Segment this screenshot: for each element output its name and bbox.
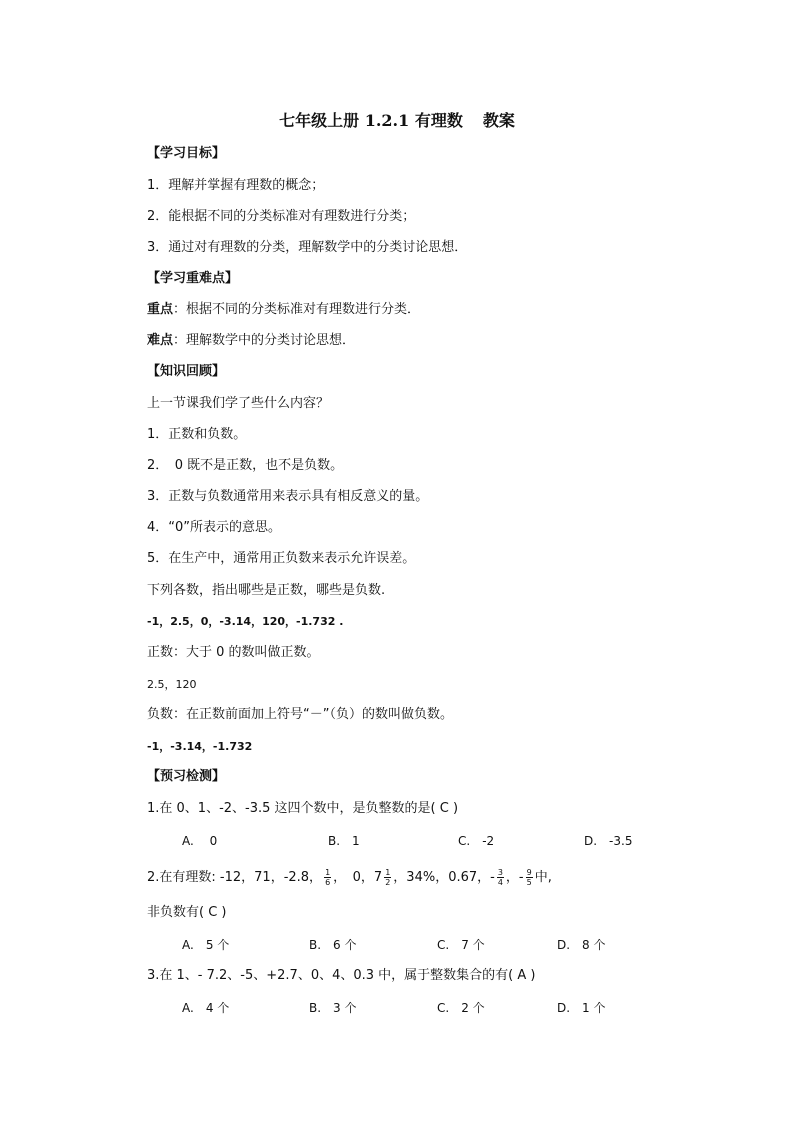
- option-a: A. 4 个: [182, 1001, 230, 1015]
- option-d: D. 1 个: [557, 1001, 606, 1015]
- goal-item: 2．能根据不同的分类标准对有理数进行分类；: [147, 209, 416, 224]
- option-a: A. 5 个: [182, 938, 230, 952]
- title-main: 七年级上册 1.2.1 有理数: [279, 111, 463, 130]
- fraction-numerator: 1: [385, 868, 391, 877]
- goal-item: 1．理解并掌握有理数的概念；: [147, 178, 325, 193]
- review-item: 3．正数与负数通常用来表示具有相反意义的量。: [147, 489, 429, 504]
- fraction-one-sixth: [324, 868, 331, 887]
- fraction-one-half: [384, 868, 391, 887]
- q2-text-e: 中,: [534, 870, 552, 885]
- key-points-header: 【学习重难点】: [147, 271, 239, 286]
- question-2-stem: [147, 868, 552, 887]
- review-item: 4．“0”所表示的意思。: [147, 520, 282, 535]
- fraction-numerator: 1: [325, 868, 331, 877]
- q2-text-a: 2.在有理数: -12，71，-2.8，: [147, 870, 323, 885]
- positive-definition: 正数：大于 0 的数叫做正数。: [147, 645, 320, 660]
- exercise-prompt: 下列各数，指出哪些是正数，哪些是负数.: [147, 583, 386, 598]
- goal-item: 3．通过对有理数的分类，理解数学中的分类讨论思想．: [147, 240, 468, 255]
- negative-list: -1，-3.14，-1.732: [147, 740, 253, 753]
- option-d: D. 8 个: [557, 938, 606, 952]
- positive-list: 2.5，120: [147, 678, 197, 691]
- option-b: B. 1: [328, 834, 360, 848]
- q2-text-c: ，34%，0.67，-: [393, 870, 495, 885]
- fraction-denominator: 2: [385, 878, 391, 887]
- review-item: 1．正数和负数。: [147, 427, 247, 442]
- review-item: 2． 0 既不是正数，也不是负数。: [147, 458, 344, 473]
- q2-text-b: ， 0，7: [333, 870, 383, 885]
- question-3-stem: 3.在 1、- 7.2、-5、+2.7、0、4、0.3 中，属于整数集合的有( A ): [147, 968, 536, 983]
- fraction-three-quarters: [497, 868, 504, 887]
- title-sub: 教案: [482, 111, 515, 130]
- fraction-denominator: 5: [526, 878, 532, 887]
- fraction-denominator: 4: [497, 878, 503, 887]
- option-c: C. 7 个: [437, 938, 485, 952]
- review-header: 【知识回顾】: [147, 364, 226, 379]
- option-c: C. 2 个: [437, 1001, 485, 1015]
- option-a: A. 0: [182, 834, 218, 848]
- option-d: D. -3.5: [584, 834, 633, 848]
- fraction-nine-fifths: [526, 868, 533, 887]
- q2-text-d: ，-: [505, 870, 524, 885]
- difficulty-text: ：理解数学中的分类讨论思想．: [173, 333, 356, 348]
- preview-header: 【预习检测】: [147, 769, 226, 784]
- option-c: C. -2: [458, 834, 495, 848]
- difficulty-line: [147, 333, 355, 349]
- question-2-line2: 非负数有( C ): [147, 905, 227, 920]
- option-b: B. 3 个: [309, 1001, 357, 1015]
- review-item: 5．在生产中，通常用正负数来表示允许误差。: [147, 551, 416, 566]
- option-b: B. 6 个: [309, 938, 357, 952]
- goals-header: 【学习目标】: [147, 146, 226, 161]
- negative-definition: 负数：在正数前面加上符号“－”（负）的数叫做负数。: [147, 707, 453, 722]
- question-1-stem: 1.在 0、1、-2、-3.5 这四个数中，是负整数的是( C ): [147, 801, 459, 816]
- fraction-denominator: 6: [325, 878, 331, 887]
- fraction-numerator: 9: [526, 868, 532, 877]
- key-text: ：根据不同的分类标准对有理数进行分类．: [173, 302, 421, 317]
- key-label: 重点: [147, 302, 174, 317]
- exercise-numbers: -1，2.5，0，-3.14，120，-1.732 .: [147, 615, 344, 628]
- document-title: [0, 108, 794, 131]
- review-intro: 上一节课我们学了些什么内容？: [147, 396, 330, 411]
- key-point-line: [147, 302, 420, 318]
- difficulty-label: 难点: [147, 333, 174, 348]
- fraction-numerator: 3: [497, 868, 503, 877]
